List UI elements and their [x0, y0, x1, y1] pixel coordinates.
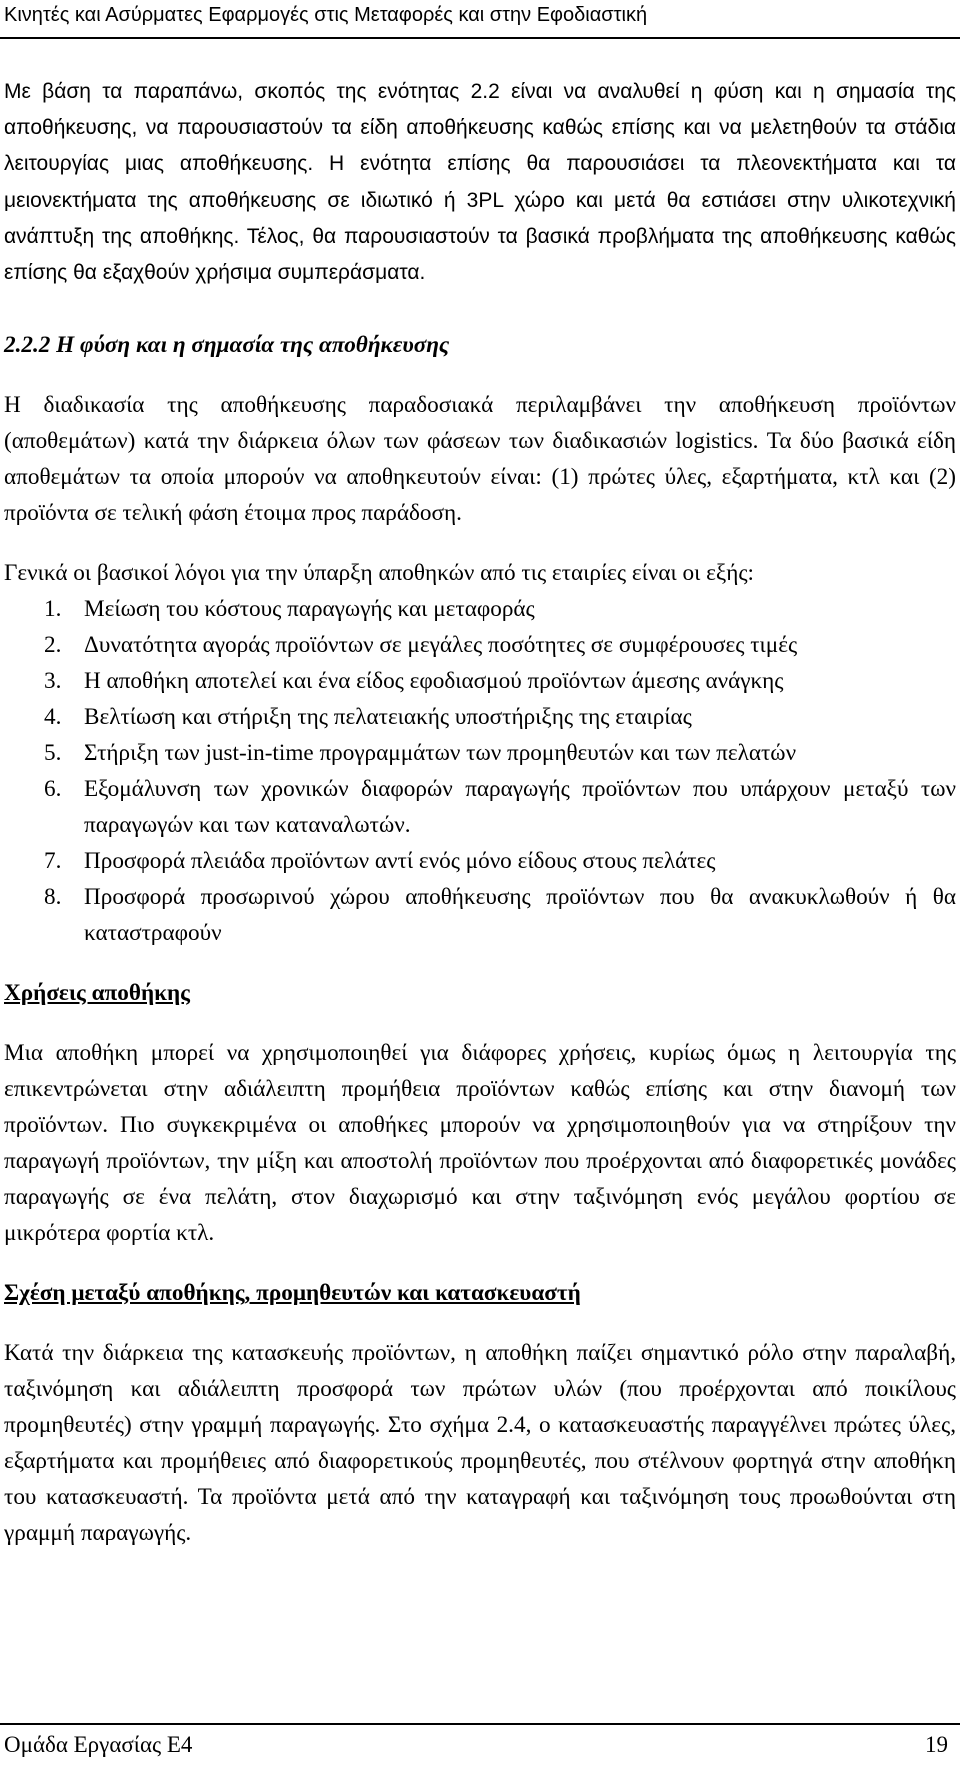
list-text: Μείωση του κόστους παραγωγής και μεταφοράς: [84, 596, 535, 623]
page-content: [4, 74, 956, 1551]
list-text: Η αποθήκη αποτελεί και ένα είδος εφοδιασμού προϊόντων άμεσης ανάγκης: [84, 668, 784, 695]
page-number: 19: [925, 1732, 948, 1757]
list-number: 5.: [44, 740, 62, 767]
list-number: 2.: [44, 632, 62, 659]
section-heading-2-2-2: 2.2.2 Η φύση και η σημασία της αποθήκευσης: [4, 332, 450, 359]
uses-heading: Χρήσεις αποθήκης: [4, 980, 190, 1007]
list-text: Στήριξη των just-in-time προγραμμάτων των προμηθευτών και των πελατών: [84, 740, 797, 767]
list-item: [4, 699, 956, 735]
list-number: 4.: [44, 704, 62, 731]
list-item: [4, 663, 956, 699]
list-text: Δυνατότητα αγοράς προϊόντων σε μεγάλες ποσότητες σε συμφέρουσες τιμές: [84, 632, 798, 659]
reasons-list: [4, 591, 956, 951]
relation-paragraph: Κατά την διάρκεια της κατασκευής προϊόντων, η αποθήκη παίζει σημαντικό ρόλο στην παραλαβή, ταξινόμηση και αδιάλειπτη προσφορά των πρώτων υλών (που προέρχονται από ποικίλους προμηθευτές) στην γραμμή παραγωγής. Στο σχήμα 2.4, ο κατασκευαστής παραγγέλνει πρώτες ύλες, εξαρτήματα και προμήθειες από διαφορετικούς προμηθευτές, που στέλνουν φορτηγά στην αποθήκη του κατασκευαστή. Τα προϊόντα μετά από την καταγραφή και ταξινόμηση τους προωθούνται στη γραμμή παραγωγής.: [4, 1340, 956, 1547]
intro-paragraph: Με βάση τα παραπάνω, σκοπός της ενότητας 2.2 είναι να αναλυθεί η φύση και η σημασία της αποθήκευσης, να παρουσιαστούν τα είδη αποθήκευσης καθώς επίσης και να μελετηθούν τα στάδια λειτουργίας μιας αποθήκευσης. Η ενότητα επίσης θα παρουσιάσει τα πλεονεκτήματα και τα μειονεκτήματα της αποθήκευσης σε ιδιωτικό ή 3PL χώρο και μετά θα εστιάσει στην υλικοτεχνική ανάπτυξη της αποθήκης. Τέλος, θα παρουσιαστούν τα βασικά προβλήματα της αποθήκευσης καθώς επίσης θα εξαχθούν χρήσιμα συμπεράσματα.: [4, 80, 956, 285]
footer-group: Ομάδα Εργασίας Ε4: [4, 1732, 193, 1757]
list-number: 8.: [44, 884, 62, 911]
list-text: Προσφορά προσωρινού χώρου αποθήκευσης προϊόντων που θα ανακυκλωθούν ή θα καταστραφούν: [84, 884, 956, 947]
list-item: [4, 771, 956, 843]
reasons-intro: Γενικά οι βασικοί λόγοι για την ύπαρξη αποθηκών από τις εταιρίες είναι οι εξής:: [4, 560, 754, 587]
relation-heading: Σχέση μεταξύ αποθήκης, προμηθευτών και κατασκευαστή: [4, 1280, 581, 1307]
list-text: Βελτίωση και στήριξη της πελατειακής υποστήριξης της εταιρίας: [84, 704, 692, 731]
list-number: 6.: [44, 776, 62, 803]
list-item: [4, 843, 956, 879]
header-rule: [0, 37, 960, 39]
list-item: [4, 627, 956, 663]
list-number: 1.: [44, 596, 62, 623]
list-item: [4, 879, 956, 951]
list-number: 7.: [44, 848, 62, 875]
list-item: [4, 591, 956, 627]
list-text: Εξομάλυνση των χρονικών διαφορών παραγωγής προϊόντων που υπάρχουν μεταξύ των παραγωγών και των καταναλωτών.: [84, 776, 956, 839]
running-header: Κινητές και Ασύρματες Εφαρμογές στις Μεταφορές και στην Εφοδιαστική: [4, 4, 648, 26]
list-text: Προσφορά πλειάδα προϊόντων αντί ενός μόνο είδους στους πελάτες: [84, 848, 716, 875]
uses-paragraph: Μια αποθήκη μπορεί να χρησιμοποιηθεί για διάφορες χρήσεις, κυρίως όμως η λειτουργία της επικεντρώνεται στην αδιάλειπτη προμήθεια προϊόντων καθώς επίσης και στην διανομή των προϊόντων. Πιο συγκεκριμένα οι αποθήκες μπορούν να χρησιμοποιηθούν για να στηρίξουν την παραγωγή προϊόντων, την μίξη και αποστολή προϊόντων που προέρχονται από διαφορετικές μονάδες παραγωγής σε ένα πελάτη, στον διαχωρισμό και στην ταξινόμηση ενός μεγάλου φορτίου σε μικρότερα φορτία κτλ.: [4, 1040, 956, 1247]
list-item: [4, 735, 956, 771]
list-number: 3.: [44, 668, 62, 695]
section-2-2-2-paragraph: Η διαδικασία της αποθήκευσης παραδοσιακά περιλαμβάνει την αποθήκευση προϊόντων (αποθεμάτων) κατά την διάρκεια όλων των φάσεων των διαδικασιών logistics. Τα δύο βασικά είδη αποθεμάτων τα οποία μπορούν να αποθηκευτούν είναι: (1) πρώτες ύλες, εξαρτήματα, κτλ και (2) προϊόντα σε τελική φάση έτοιμα προς παράδοση.: [4, 392, 956, 527]
page-footer: [4, 1729, 948, 1761]
footer-rule: [0, 1723, 960, 1725]
